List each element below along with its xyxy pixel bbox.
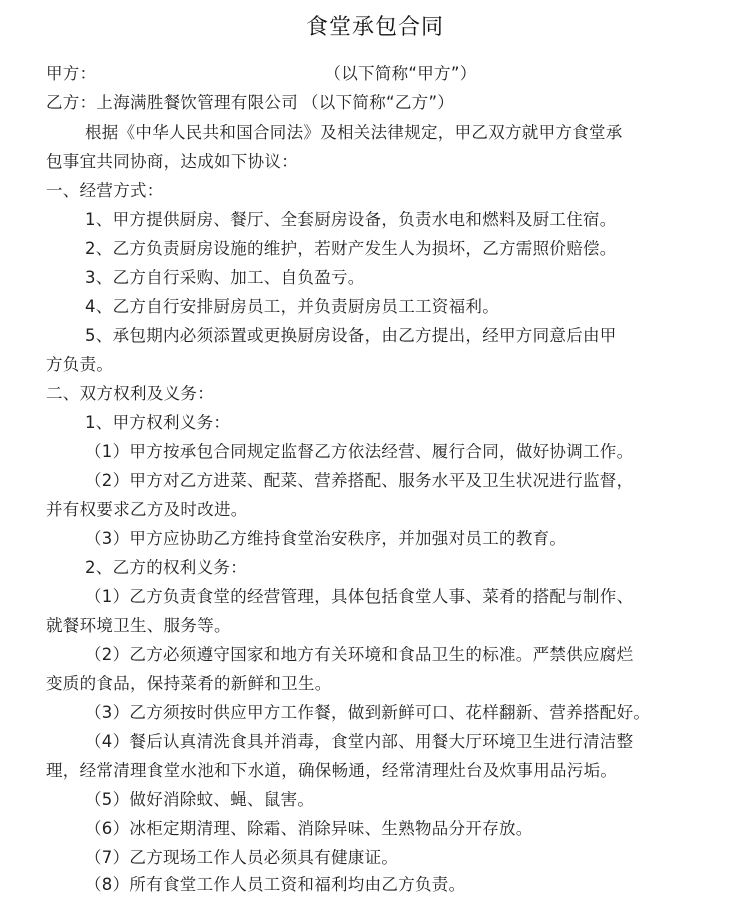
- clause-line-continued: 方负责。: [46, 355, 114, 374]
- party-b-note: （以下简称“乙方”）: [302, 93, 455, 112]
- preamble-line-2: 包事宜共同协商，达成如下协议：: [46, 152, 298, 171]
- clause-line-continued: 变质的食品，保持菜肴的新鲜和卫生。: [46, 674, 332, 693]
- clause-line: （3）乙方须按时供应甲方工作餐，做到新鲜可口、花样翻新、营养搭配好。: [85, 703, 651, 722]
- clause-line: （6）冰柜定期清理、除霜、消除异味、生熟物品分开存放。: [85, 819, 533, 838]
- clause-line: （2）甲方对乙方进菜、配菜、营养搭配、服务水平及卫生状况进行监督，: [85, 471, 634, 490]
- clause-line-continued: 理，经常清理食堂水池和下水道，确保畅通，经常清理灶台及炊事用品污垢。: [46, 761, 618, 780]
- clause-line: （7）乙方现场工作人员必须具有健康证。: [85, 848, 399, 867]
- clause-line: （4）餐后认真清洗食具并消毒，食堂内部、用餐大厅环境卫生进行清洁整: [85, 732, 634, 751]
- preamble-line-1: 根据《中华人民共和国合同法》及相关法律规定，甲乙双方就甲方食堂承: [85, 123, 623, 142]
- clause-line: 4、乙方自行安排厨房员工，并负责厨房员工工资福利。: [85, 297, 499, 316]
- clause-line: （3）甲方应协助乙方维持食堂治安秩序，并加强对员工的教育。: [85, 529, 567, 548]
- party-a-label: 甲方：: [46, 64, 97, 83]
- clause-line-continued: 就餐环境卫生、服务等。: [46, 616, 231, 635]
- clause-line: 2、乙方负责厨房设施的维护，若财产发生人为损坏，乙方需照价赔偿。: [85, 239, 617, 258]
- document-title: 食堂承包合同: [305, 15, 444, 40]
- clause-line: （1）甲方按承包合同规定监督乙方依法经营、履行合同，做好协调工作。: [85, 442, 634, 461]
- clause-line: （2）乙方必须遵守国家和地方有关环境和食品卫生的标准。严禁供应腐烂: [85, 645, 634, 664]
- party-b-label: 乙方：上海满胜餐饮管理有限公司: [46, 93, 298, 112]
- clause-line: 3、乙方自行采购、加工、自负盈亏。: [85, 268, 365, 287]
- clause-line: 5、承包期内必须添置或更换厨房设备，由乙方提出，经甲方同意后由甲: [85, 326, 617, 345]
- subsection-heading: 1、甲方权利义务：: [85, 413, 231, 432]
- clause-line: （8）所有食堂工作人员工资和福利均由乙方负责。: [85, 875, 466, 894]
- subsection-heading: 2、乙方的权利义务：: [85, 558, 247, 577]
- clause-line-continued: 并有权要求乙方及时改进。: [46, 500, 248, 519]
- clause-line: 1、甲方提供厨房、餐厅、全套厨房设备，负责水电和燃料及厨工住宿。: [85, 210, 617, 229]
- section-heading-1: 一、经营方式：: [46, 181, 164, 200]
- party-a-line: [46, 59, 726, 88]
- section-heading-2: 二、双方权利及义务：: [46, 384, 214, 403]
- party-b-line: [46, 88, 726, 117]
- party-a-note: （以下简称“甲方”）: [324, 64, 477, 83]
- clause-line: （1）乙方负责食堂的经营管理，具体包括食堂人事、菜肴的搭配与制作、: [85, 587, 634, 606]
- clause-line: （5）做好消除蚊、蝇、鼠害。: [85, 790, 315, 809]
